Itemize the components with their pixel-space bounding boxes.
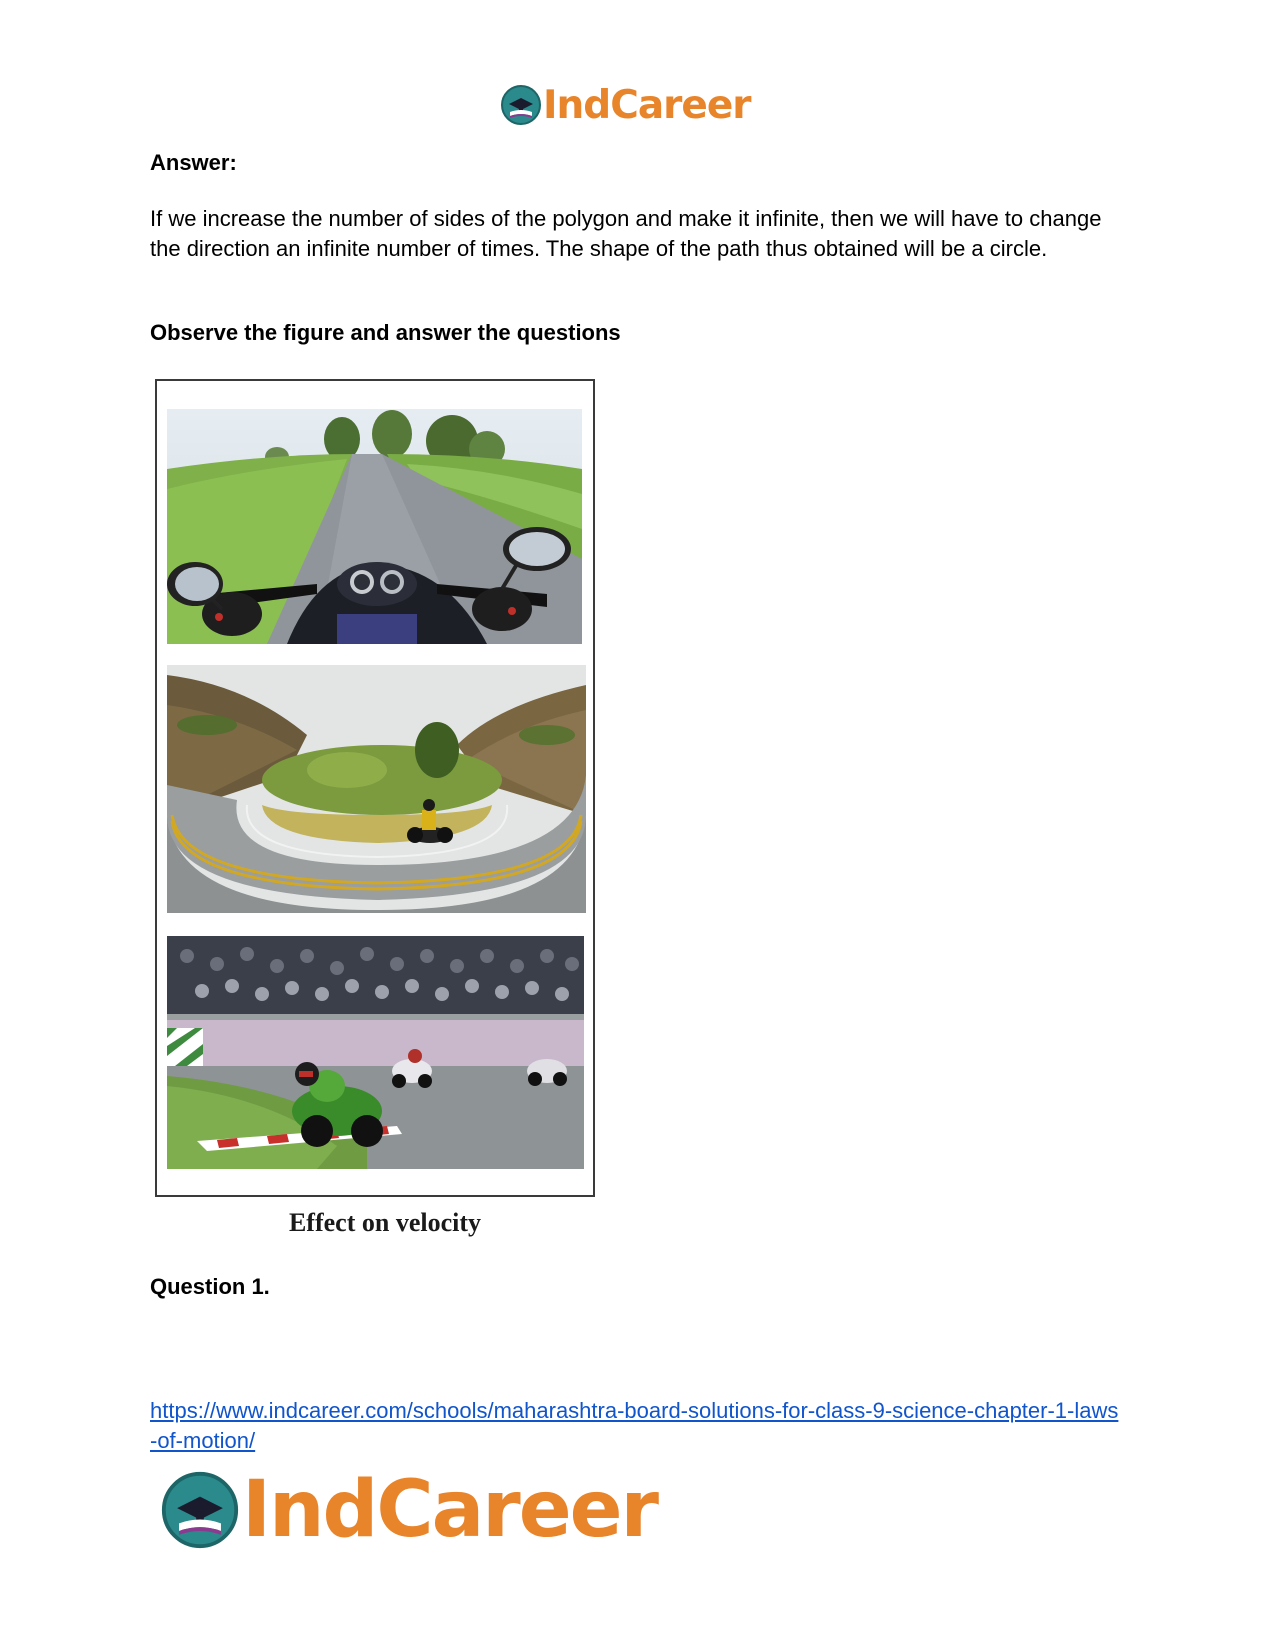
answer-label: Answer: (150, 150, 237, 175)
chapter-link[interactable]: https://www.indcareer.com/schools/maharashtra-board-solutions-for-class-9-science-chapter-1-laws-of-motion/ (150, 1398, 1119, 1453)
footer-logo (160, 1466, 657, 1554)
motorcycle-straight-road-photo (167, 409, 582, 644)
motorcycle-curved-road-photo (167, 665, 586, 913)
header-logo (500, 80, 751, 130)
graduation-cap-book-icon (160, 1470, 240, 1550)
section-heading: Observe the figure and answer the questions (150, 320, 621, 345)
logo-wordmark: IndCareer (543, 82, 751, 128)
answer-text: If we increase the number of sides of the polygon and make it infinite, then we will have to change the direction an infinite number of times. The shape of the path thus obtained will be a circle. (150, 206, 1102, 261)
logo-wordmark: IndCareer (242, 1465, 657, 1555)
graduation-cap-book-icon (500, 84, 542, 126)
figure-caption: Effect on velocity (288, 1208, 482, 1237)
velocity-figure (155, 379, 595, 1197)
motorcycle-race-track-photo (167, 936, 584, 1169)
question-label: Question 1. (150, 1274, 270, 1299)
